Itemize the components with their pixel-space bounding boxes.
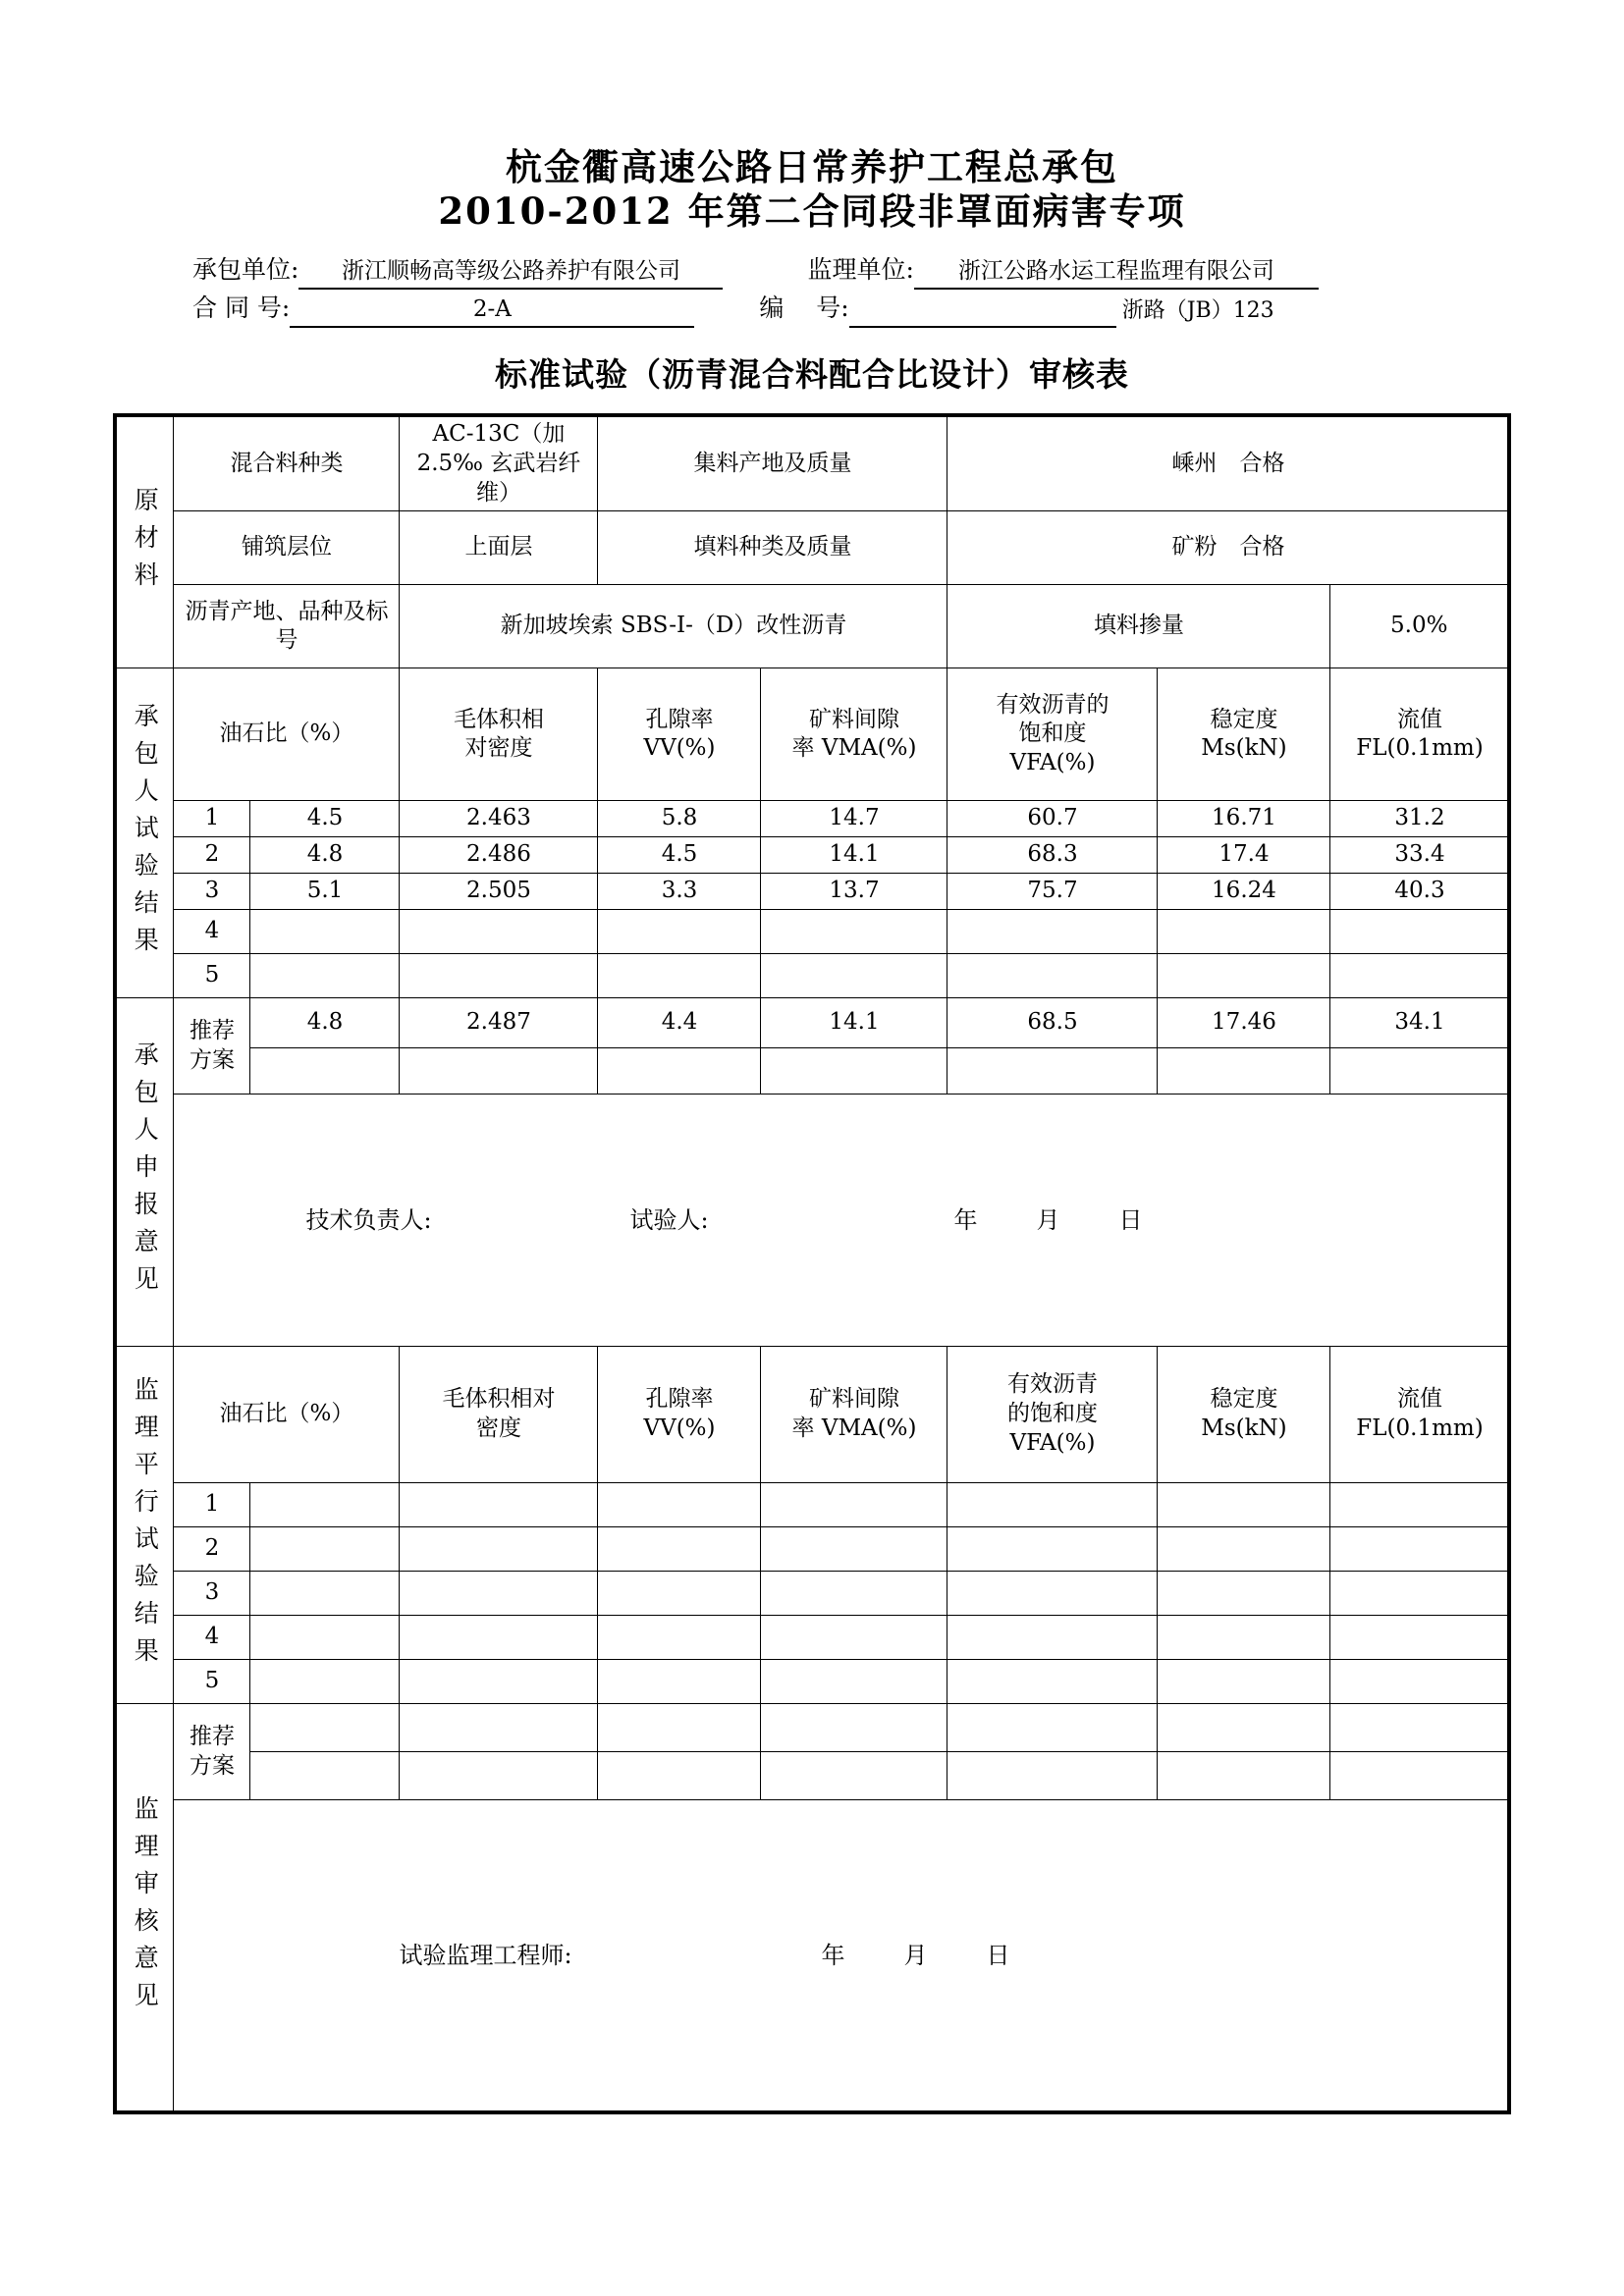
contractor-recommend-blank-row bbox=[115, 1048, 1509, 1095]
sup-recommend-blank-1[interactable] bbox=[250, 1752, 400, 1800]
contractor-recommend-row bbox=[115, 998, 1509, 1048]
sup-recommend-label-line-1: 推荐 bbox=[189, 1723, 235, 1749]
contract-number-row bbox=[192, 290, 1477, 328]
cell-asphalt-ratio[interactable] bbox=[250, 910, 400, 954]
sup-cell-vv[interactable] bbox=[598, 1660, 761, 1704]
sup-recommend-bulk-density[interactable] bbox=[400, 1704, 598, 1752]
sup-cell-vfa[interactable] bbox=[947, 1527, 1158, 1572]
row-number: 5 bbox=[174, 1660, 250, 1704]
cell-flow[interactable]: 40.3 bbox=[1330, 874, 1509, 910]
sup-col-header-bulk-density bbox=[400, 1347, 598, 1483]
col-header-vfa bbox=[947, 668, 1158, 801]
tester-label[interactable]: 试验人: bbox=[629, 1205, 709, 1234]
sup-recommend-flow[interactable] bbox=[1330, 1704, 1509, 1752]
sup-cell-asphalt-ratio[interactable] bbox=[250, 1616, 400, 1660]
cell-bulk-density[interactable] bbox=[400, 954, 598, 998]
recommend-blank-5[interactable] bbox=[947, 1048, 1158, 1095]
sup-recommend-blank-4[interactable] bbox=[761, 1752, 947, 1800]
section-label-contractor-opinion bbox=[115, 998, 174, 1347]
recommend-flow[interactable]: 34.1 bbox=[1330, 998, 1509, 1048]
cell-bulk-density[interactable] bbox=[400, 910, 598, 954]
row-number: 1 bbox=[174, 801, 250, 837]
sup-recommend-stability[interactable] bbox=[1158, 1704, 1330, 1752]
cell-vfa[interactable] bbox=[947, 910, 1158, 954]
table-row bbox=[115, 801, 1509, 837]
contractor-row bbox=[192, 251, 1477, 290]
supervisor-header-row bbox=[115, 1347, 1509, 1483]
cell-vfa[interactable]: 68.3 bbox=[947, 837, 1158, 874]
serial-no-value[interactable] bbox=[849, 325, 1116, 328]
flow-line-2: FL(0.1mm) bbox=[1356, 735, 1484, 762]
sup-bulk-density-line-1: 毛体积相对 bbox=[442, 1386, 556, 1413]
raw-material-label-text: 原材料 bbox=[131, 486, 160, 599]
recommend-vfa[interactable]: 68.5 bbox=[947, 998, 1158, 1048]
sup-cell-asphalt-ratio[interactable] bbox=[250, 1572, 400, 1616]
row-number: 3 bbox=[174, 1572, 250, 1616]
recommend-label-line-2: 方案 bbox=[189, 1046, 235, 1073]
contractor-header-row bbox=[115, 668, 1509, 801]
bulk-density-line-2: 对密度 bbox=[464, 735, 533, 762]
sup-cell-vma[interactable] bbox=[761, 1572, 947, 1616]
form-title: 标准试验（沥青混合料配合比设计）审核表 bbox=[495, 354, 1129, 394]
table-row bbox=[115, 1572, 1509, 1616]
contractor-label: 承包单位: bbox=[192, 255, 299, 285]
sup-vfa-line-2: 的饱和度 bbox=[1006, 1401, 1098, 1427]
sup-cell-vma[interactable] bbox=[761, 1483, 947, 1527]
sup-cell-bulk-density[interactable] bbox=[400, 1572, 598, 1616]
raw-material-row-1 bbox=[115, 415, 1509, 511]
cell-vfa[interactable]: 75.7 bbox=[947, 874, 1158, 910]
filler-dosage-label: 填料掺量 bbox=[947, 585, 1330, 668]
cell-stability[interactable] bbox=[1158, 954, 1330, 998]
sup-cell-bulk-density[interactable] bbox=[400, 1660, 598, 1704]
col-header-stability bbox=[1158, 668, 1330, 801]
sup-stability-line-1: 稳定度 bbox=[1210, 1386, 1278, 1413]
sup-cell-vma[interactable] bbox=[761, 1616, 947, 1660]
cell-vv[interactable]: 4.5 bbox=[598, 837, 761, 874]
cell-vv[interactable] bbox=[598, 954, 761, 998]
serial-no-label: 编 号: bbox=[759, 294, 849, 322]
sup-cell-flow[interactable] bbox=[1330, 1660, 1509, 1704]
supervisor-parallel-label-text: 监理平行试验结果 bbox=[131, 1375, 160, 1675]
row-number: 1 bbox=[174, 1483, 250, 1527]
sup-col-header-void-vv bbox=[598, 1347, 761, 1483]
vma-line-2: 率 VMA(%) bbox=[791, 735, 917, 762]
bitumen-origin-value[interactable]: 新加坡埃索 SBS-Ⅰ-（D）改性沥青 bbox=[400, 585, 947, 668]
sup-cell-vv[interactable] bbox=[598, 1483, 761, 1527]
sup-flow-line-1: 流值 bbox=[1396, 1386, 1442, 1413]
cell-bulk-density[interactable]: 2.505 bbox=[400, 874, 598, 910]
cell-stability[interactable]: 16.24 bbox=[1158, 874, 1330, 910]
stability-line-1: 稳定度 bbox=[1210, 706, 1278, 732]
cell-vv[interactable] bbox=[598, 910, 761, 954]
cell-vma[interactable] bbox=[761, 954, 947, 998]
raw-material-row-2 bbox=[115, 511, 1509, 585]
cell-bulk-density[interactable]: 2.486 bbox=[400, 837, 598, 874]
sup-cell-bulk-density[interactable] bbox=[400, 1483, 598, 1527]
filler-type-value[interactable]: 矿粉 合格 bbox=[947, 511, 1509, 585]
vv-line-2: VV(%) bbox=[643, 735, 716, 762]
recommend-blank-3[interactable] bbox=[598, 1048, 761, 1095]
vfa-line-3: VFA(%) bbox=[1009, 750, 1096, 776]
cell-stability[interactable] bbox=[1158, 910, 1330, 954]
recommend-vv[interactable]: 4.4 bbox=[598, 998, 761, 1048]
sup-cell-asphalt-ratio[interactable] bbox=[250, 1527, 400, 1572]
col-header-flow bbox=[1330, 668, 1509, 801]
contract-no-value[interactable]: 2-A bbox=[290, 294, 694, 328]
cell-stability[interactable]: 16.71 bbox=[1158, 801, 1330, 837]
recommend-asphalt-ratio[interactable]: 4.8 bbox=[250, 998, 400, 1048]
row-number: 4 bbox=[174, 910, 250, 954]
sup-cell-flow[interactable] bbox=[1330, 1572, 1509, 1616]
sup-cell-vma[interactable] bbox=[761, 1527, 947, 1572]
vma-line-1: 矿料间隙 bbox=[808, 706, 899, 732]
sup-bulk-density-line-2: 密度 bbox=[475, 1415, 521, 1442]
cell-vv[interactable]: 5.8 bbox=[598, 801, 761, 837]
contract-info-block bbox=[0, 251, 1624, 328]
sup-recommend-vma[interactable] bbox=[761, 1704, 947, 1752]
sup-vv-line-2: VV(%) bbox=[643, 1415, 716, 1442]
contractor-opinion-label-text: 承包人申报意见 bbox=[131, 1041, 160, 1304]
cell-flow[interactable] bbox=[1330, 954, 1509, 998]
table-row bbox=[115, 910, 1509, 954]
table-row bbox=[115, 1527, 1509, 1572]
sup-vma-line-1: 矿料间隙 bbox=[808, 1386, 899, 1413]
section-label-raw-material bbox=[115, 415, 174, 668]
sup-cell-vv[interactable] bbox=[598, 1616, 761, 1660]
mix-type-label: 混合料种类 bbox=[174, 415, 400, 511]
row-number: 4 bbox=[174, 1616, 250, 1660]
test-supervisor-engineer-label[interactable]: 试验监理工程师: bbox=[399, 1941, 572, 1969]
tech-lead-label[interactable]: 技术负责人: bbox=[305, 1205, 432, 1234]
table-row bbox=[115, 1616, 1509, 1660]
sup-stability-line-2: Ms(kN) bbox=[1201, 1415, 1287, 1442]
mix-type-value[interactable]: AC-13C（加 2.5‰ 玄武岩纤维） bbox=[400, 415, 598, 511]
row-number: 2 bbox=[174, 837, 250, 874]
sup-recommend-blank-6[interactable] bbox=[1158, 1752, 1330, 1800]
bitumen-origin-label: 沥青产地、品种及标号 bbox=[174, 585, 400, 668]
stability-line-2: Ms(kN) bbox=[1201, 735, 1287, 762]
vfa-line-1: 有效沥青的 bbox=[996, 691, 1110, 718]
sup-vma-line-2: 率 VMA(%) bbox=[791, 1415, 917, 1442]
cell-vma[interactable]: 14.7 bbox=[761, 801, 947, 837]
sup-cell-vfa[interactable] bbox=[947, 1572, 1158, 1616]
sup-cell-vv[interactable] bbox=[598, 1527, 761, 1572]
table-row bbox=[115, 1660, 1509, 1704]
contractor-value[interactable]: 浙江顺畅高等级公路养护有限公司 bbox=[298, 256, 723, 290]
table-row bbox=[115, 874, 1509, 910]
cell-asphalt-ratio[interactable]: 4.5 bbox=[250, 801, 400, 837]
cell-asphalt-ratio[interactable]: 4.8 bbox=[250, 837, 400, 874]
sup-recommend-vfa[interactable] bbox=[947, 1704, 1158, 1752]
recommend-vma[interactable]: 14.1 bbox=[761, 998, 947, 1048]
cell-asphalt-ratio[interactable]: 5.1 bbox=[250, 874, 400, 910]
row-number: 3 bbox=[174, 874, 250, 910]
recommend-label-line-1: 推荐 bbox=[189, 1017, 235, 1043]
contractor-date-label[interactable]: 年 月 日 bbox=[953, 1205, 1161, 1234]
sup-recommend-blank-5[interactable] bbox=[947, 1752, 1158, 1800]
mix-design-review-table bbox=[113, 413, 1511, 2114]
sup-recommend-asphalt-ratio[interactable] bbox=[250, 1704, 400, 1752]
title-line-2: 2010-2012 年第二合同段非罩面病害专项 bbox=[438, 189, 1186, 234]
sup-col-header-flow bbox=[1330, 1347, 1509, 1483]
sup-col-header-stability bbox=[1158, 1347, 1330, 1483]
row-number: 2 bbox=[174, 1527, 250, 1572]
recommend-label bbox=[174, 998, 250, 1095]
sup-recommend-blank-2[interactable] bbox=[400, 1752, 598, 1800]
sup-col-header-vfa bbox=[947, 1347, 1158, 1483]
supervisor-recommend-blank-row bbox=[115, 1752, 1509, 1800]
section-label-supervisor-review bbox=[115, 1704, 174, 2113]
sup-cell-vfa[interactable] bbox=[947, 1616, 1158, 1660]
bulk-density-line-1: 毛体积相 bbox=[453, 706, 544, 732]
sup-vv-line-1: 孔隙率 bbox=[645, 1386, 714, 1413]
raw-material-row-3 bbox=[115, 585, 1509, 668]
contractor-signature-line bbox=[178, 1205, 1504, 1236]
recommend-blank-2[interactable] bbox=[400, 1048, 598, 1095]
col-header-bulk-density bbox=[400, 668, 598, 801]
sup-cell-vma[interactable] bbox=[761, 1660, 947, 1704]
flow-line-1: 流值 bbox=[1396, 706, 1442, 732]
supervisor-opinion-area[interactable] bbox=[174, 1800, 1509, 2113]
sup-recommend-blank-7[interactable] bbox=[1330, 1752, 1509, 1800]
section-label-contractor-results bbox=[115, 668, 174, 998]
sup-cell-vv[interactable] bbox=[598, 1572, 761, 1616]
sup-flow-line-2: FL(0.1mm) bbox=[1356, 1415, 1484, 1442]
recommend-blank-1[interactable] bbox=[250, 1048, 400, 1095]
sup-cell-flow[interactable] bbox=[1330, 1616, 1509, 1660]
vfa-line-2: 饱和度 bbox=[1018, 721, 1087, 747]
row-number: 5 bbox=[174, 954, 250, 998]
table-row bbox=[115, 954, 1509, 998]
cell-vma[interactable] bbox=[761, 910, 947, 954]
aggregate-origin-value[interactable]: 嵊州 合格 bbox=[947, 415, 1509, 511]
sup-recommend-label-line-2: 方案 bbox=[189, 1752, 235, 1779]
title-line-1: 杭金衢高速公路日常养护工程总承包 bbox=[506, 145, 1118, 188]
recommend-blank-6[interactable] bbox=[1158, 1048, 1330, 1095]
sup-cell-stability[interactable] bbox=[1158, 1572, 1330, 1616]
sup-cell-vfa[interactable] bbox=[947, 1660, 1158, 1704]
contractor-results-label-text: 承包人试验结果 bbox=[131, 702, 160, 964]
contract-no-label: 合 同 号: bbox=[192, 294, 291, 322]
sup-cell-asphalt-ratio[interactable] bbox=[250, 1660, 400, 1704]
sup-cell-stability[interactable] bbox=[1158, 1660, 1330, 1704]
recommend-blank-4[interactable] bbox=[761, 1048, 947, 1095]
recommend-bulk-density[interactable]: 2.487 bbox=[400, 998, 598, 1048]
cell-vfa[interactable] bbox=[947, 954, 1158, 998]
recommend-stability[interactable]: 17.46 bbox=[1158, 998, 1330, 1048]
col-header-asphalt-ratio: 油石比（%） bbox=[174, 668, 400, 801]
contractor-opinion-row bbox=[115, 1095, 1509, 1347]
sup-recommend-blank-3[interactable] bbox=[598, 1752, 761, 1800]
sup-col-header-vma bbox=[761, 1347, 947, 1483]
supervisor-review-label-text: 监理审核意见 bbox=[131, 1795, 160, 2020]
sup-cell-stability[interactable] bbox=[1158, 1616, 1330, 1660]
cell-flow[interactable]: 33.4 bbox=[1330, 837, 1509, 874]
sup-recommend-vv[interactable] bbox=[598, 1704, 761, 1752]
cell-vma[interactable]: 14.1 bbox=[761, 837, 947, 874]
serial-no-suffix: 浙路（JB）123 bbox=[1121, 297, 1274, 323]
table-row bbox=[115, 837, 1509, 874]
sup-col-header-asphalt-ratio: 油石比（%） bbox=[174, 1347, 400, 1483]
filler-type-label: 填料种类及质量 bbox=[598, 511, 947, 585]
supervisor-value[interactable]: 浙江公路水运工程监理有限公司 bbox=[914, 256, 1319, 290]
cell-vv[interactable]: 3.3 bbox=[598, 874, 761, 910]
supervisor-label: 监理单位: bbox=[807, 255, 914, 285]
section-label-supervisor-parallel bbox=[115, 1347, 174, 1704]
sup-vfa-line-1: 有效沥青 bbox=[1006, 1371, 1098, 1398]
vv-line-1: 孔隙率 bbox=[645, 706, 714, 732]
sup-vfa-line-3: VFA(%) bbox=[1009, 1430, 1096, 1457]
sup-cell-stability[interactable] bbox=[1158, 1527, 1330, 1572]
sup-recommend-label bbox=[174, 1704, 250, 1800]
sup-cell-vfa[interactable] bbox=[947, 1483, 1158, 1527]
col-header-vma bbox=[761, 668, 947, 801]
filler-dosage-value[interactable]: 5.0% bbox=[1330, 585, 1509, 668]
table-row bbox=[115, 1483, 1509, 1527]
page-title bbox=[0, 0, 1624, 234]
recommend-blank-7[interactable] bbox=[1330, 1048, 1509, 1095]
cell-vfa[interactable]: 60.7 bbox=[947, 801, 1158, 837]
supervisor-signature-line bbox=[178, 1941, 1504, 1971]
layer-position-value[interactable]: 上面层 bbox=[400, 511, 598, 585]
cell-bulk-density[interactable]: 2.463 bbox=[400, 801, 598, 837]
cell-asphalt-ratio[interactable] bbox=[250, 954, 400, 998]
sup-cell-flow[interactable] bbox=[1330, 1527, 1509, 1572]
supervisor-date-label[interactable]: 年 月 日 bbox=[821, 1941, 1028, 1969]
cell-flow[interactable]: 31.2 bbox=[1330, 801, 1509, 837]
supervisor-recommend-row bbox=[115, 1704, 1509, 1752]
aggregate-origin-label: 集料产地及质量 bbox=[598, 415, 947, 511]
cell-vma[interactable]: 13.7 bbox=[761, 874, 947, 910]
supervisor-opinion-row bbox=[115, 1800, 1509, 2113]
sup-cell-asphalt-ratio[interactable] bbox=[250, 1483, 400, 1527]
cell-flow[interactable] bbox=[1330, 910, 1509, 954]
col-header-void-vv bbox=[598, 668, 761, 801]
layer-position-label: 铺筑层位 bbox=[174, 511, 400, 585]
sup-cell-bulk-density[interactable] bbox=[400, 1616, 598, 1660]
sup-cell-bulk-density[interactable] bbox=[400, 1527, 598, 1572]
cell-stability[interactable]: 17.4 bbox=[1158, 837, 1330, 874]
sup-cell-flow[interactable] bbox=[1330, 1483, 1509, 1527]
contractor-opinion-area[interactable] bbox=[174, 1095, 1509, 1347]
sup-cell-stability[interactable] bbox=[1158, 1483, 1330, 1527]
